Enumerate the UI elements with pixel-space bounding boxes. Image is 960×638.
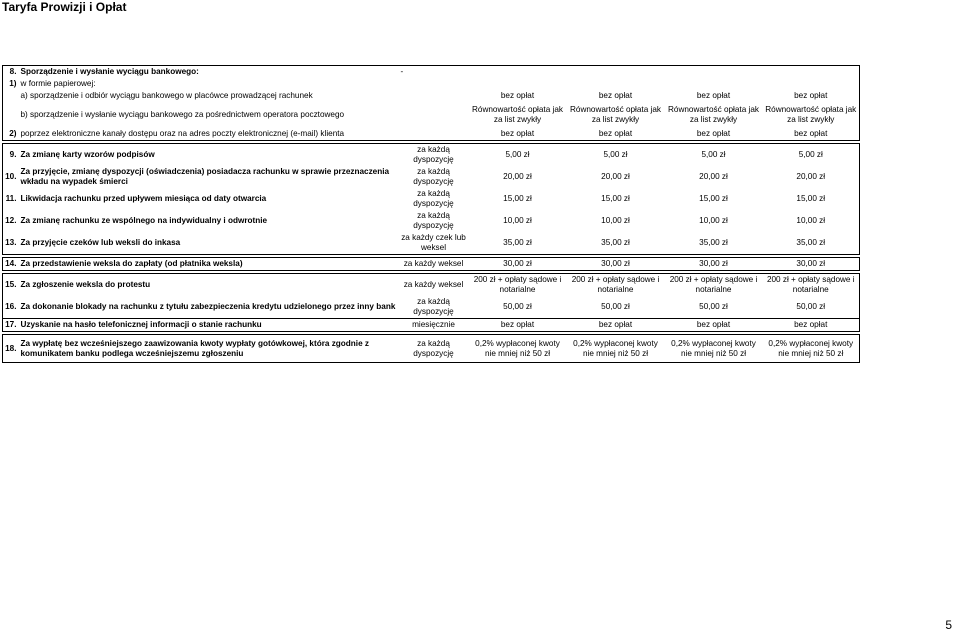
row-number: 1) — [3, 78, 19, 90]
row-unit: za każdą dyspozycję — [413, 167, 454, 186]
table-row — [3, 166, 860, 188]
table-row — [3, 232, 860, 255]
row-label: Za dokonanie blokady na rachunku z tytułu zabezpieczenia kredytu udzielonego przez inny bank — [20, 302, 396, 311]
fee-value: 50,00 zł — [763, 296, 860, 319]
fee-value: bez opłat — [763, 90, 860, 102]
fee-value: Równowartość opłata jak za list zwykły — [667, 105, 760, 124]
table-row — [3, 144, 860, 167]
row-label: Za wypłatę bez wcześniejszego zaawizowania kwoty wypłaty gotówkowej, która zgodnie z komunikatem banku podlega wcześniejszemu zgłoszeniu — [19, 335, 399, 363]
fee-value: 0,2% wypłaconej kwoty nie mniej niż 50 zł — [763, 335, 860, 363]
row-unit: za każdą dyspozycję — [399, 335, 469, 363]
fee-value: 15,00 zł — [503, 194, 532, 203]
row-unit: za każdą dyspozycję — [413, 297, 454, 316]
fee-value: bez opłat — [763, 319, 860, 332]
fee-value: 50,00 zł — [601, 302, 630, 311]
fee-value: 35,00 zł — [469, 232, 567, 255]
page-title: Taryfa Prowizji i Opłat — [2, 0, 127, 14]
fee-value: Równowartość opłata jak za list zwykły — [471, 105, 564, 124]
row-number: 12. — [3, 210, 19, 232]
fee-value: bez opłat — [665, 128, 763, 141]
fee-value: 50,00 zł — [699, 302, 728, 311]
row-label: Za zmianę karty wzorów podpisów — [19, 144, 399, 167]
row-label: Za przyjęcie, zmianę dyspozycji (oświadczenia) posiadacza rachunku w sprawie przeznaczenia wkładu na wypadek śmierci — [20, 167, 390, 186]
fee-value: 5,00 zł — [567, 144, 665, 167]
fee-value: 10,00 zł — [601, 216, 630, 225]
row-number: 17. — [3, 319, 19, 332]
fee-value: bez opłat — [763, 128, 860, 141]
fee-value: 10,00 zł — [699, 216, 728, 225]
fee-value: 30,00 zł — [469, 258, 567, 271]
fee-value: 5,00 zł — [763, 144, 860, 167]
row-label: w formie papierowej: — [20, 79, 96, 88]
section8-row-a — [3, 90, 860, 102]
section-dash: - — [399, 66, 469, 79]
row-number: 13. — [3, 232, 19, 255]
fee-value: 200 zł + opłaty sądowe i notarialne — [567, 274, 665, 297]
table-row — [3, 210, 860, 232]
fee-value: 0,2% wypłaconej kwoty nie mniej niż 50 zł — [665, 335, 763, 363]
row-label: Za przyjęcie czeków lub weksli do inkasa — [19, 232, 399, 255]
fee-value: 35,00 zł — [763, 232, 860, 255]
row-unit: za każdy weksel — [399, 274, 469, 297]
fee-value: 30,00 zł — [763, 258, 860, 271]
row-number: 14. — [3, 258, 19, 271]
fee-value: bez opłat — [469, 128, 567, 141]
table-row — [3, 335, 860, 363]
row-label: Likwidacja rachunku przed upływem miesiąca od daty otwarcia — [20, 194, 267, 203]
row-number: 10. — [3, 166, 19, 188]
row-number: 18. — [3, 335, 19, 363]
row-number: 11. — [3, 188, 19, 210]
fee-value: bez opłat — [567, 128, 665, 141]
fee-value: 10,00 zł — [763, 210, 860, 232]
section8-header-row — [3, 66, 860, 79]
section8-paper-row — [3, 78, 860, 90]
fee-value: bez opłat — [500, 91, 535, 100]
row-unit: miesięcznie — [399, 319, 469, 332]
fee-value: 30,00 zł — [665, 258, 763, 271]
fee-value: 20,00 zł — [601, 172, 630, 181]
fee-value: 0,2% wypłaconej kwoty nie mniej niż 50 zł — [469, 335, 567, 363]
fee-value: 35,00 zł — [665, 232, 763, 255]
fee-value: 15,00 zł — [601, 194, 630, 203]
fee-value: 5,00 zł — [469, 144, 567, 167]
row-number: 15. — [3, 274, 19, 297]
fee-value: 200 zł + opłaty sądowe i notarialne — [763, 274, 860, 297]
fee-value: 20,00 zł — [699, 172, 728, 181]
fee-table — [2, 65, 860, 363]
table-row — [3, 258, 860, 271]
fee-value: 10,00 zł — [503, 216, 532, 225]
fee-value: 15,00 zł — [699, 194, 728, 203]
row-unit: za każdą dyspozycję — [413, 211, 454, 230]
section8-row-2 — [3, 128, 860, 141]
row-label: Uzyskanie na hasło telefonicznej informacji o stanie rachunku — [19, 319, 399, 332]
fee-value: Równowartość opłata jak za list zwykły — [569, 105, 662, 124]
fee-value: 200 zł + opłaty sądowe i notarialne — [665, 274, 763, 297]
fee-value: 50,00 zł — [503, 302, 532, 311]
row-unit: za każdą dyspozycję — [413, 189, 454, 208]
fee-value: 30,00 zł — [567, 258, 665, 271]
row-label: b) sporządzenie i wysłanie wyciągu bankowego za pośrednictwem operatora pocztowego — [20, 110, 345, 119]
fee-value: bez opłat — [567, 319, 665, 332]
fee-value: bez opłat — [665, 319, 763, 332]
fee-value: 20,00 zł — [503, 172, 532, 181]
row-unit: za każdy weksel — [399, 258, 469, 271]
fee-value: 35,00 zł — [567, 232, 665, 255]
row-label: poprzez elektroniczne kanały dostępu oraz na adres poczty elektronicznej (e-mail) klienta — [19, 128, 399, 141]
fee-value: Równowartość opłata jak za list zwykły — [763, 102, 860, 128]
page-number: 5 — [945, 618, 952, 632]
fee-value: bez opłat — [696, 91, 731, 100]
fee-value: 20,00 zł — [763, 166, 860, 188]
fee-value: bez opłat — [598, 91, 633, 100]
fee-value: 5,00 zł — [665, 144, 763, 167]
fee-value: 15,00 zł — [763, 188, 860, 210]
row-number: 8. — [3, 66, 19, 79]
fee-value: bez opłat — [469, 319, 567, 332]
table-row — [3, 319, 860, 332]
table-row — [3, 274, 860, 297]
table-row — [3, 188, 860, 210]
row-label: Za przedstawienie weksla do zapłaty (od płatnika weksla) — [19, 258, 399, 271]
fee-value: 200 zł + opłaty sądowe i notarialne — [469, 274, 567, 297]
row-unit: za każdy czek lub weksel — [399, 232, 469, 255]
section-title: Sporządzenie i wysłanie wyciągu bankowego: — [19, 66, 399, 79]
row-number: 2) — [3, 128, 19, 141]
row-number: 9. — [3, 144, 19, 167]
row-label: a) sporządzenie i odbiór wyciągu bankowego w placówce prowadzącej rachunek — [20, 91, 313, 100]
fee-value: 0,2% wypłaconej kwoty nie mniej niż 50 zł — [567, 335, 665, 363]
row-label: Za zmianę rachunku ze wspólnego na indywidualny i odwrotnie — [20, 216, 268, 225]
row-unit: za każdą dyspozycję — [399, 144, 469, 167]
row-number: 16. — [3, 296, 19, 319]
table-row — [3, 296, 860, 319]
row-label: Za zgłoszenie weksla do protestu — [19, 274, 399, 297]
section8-row-b — [3, 102, 860, 128]
